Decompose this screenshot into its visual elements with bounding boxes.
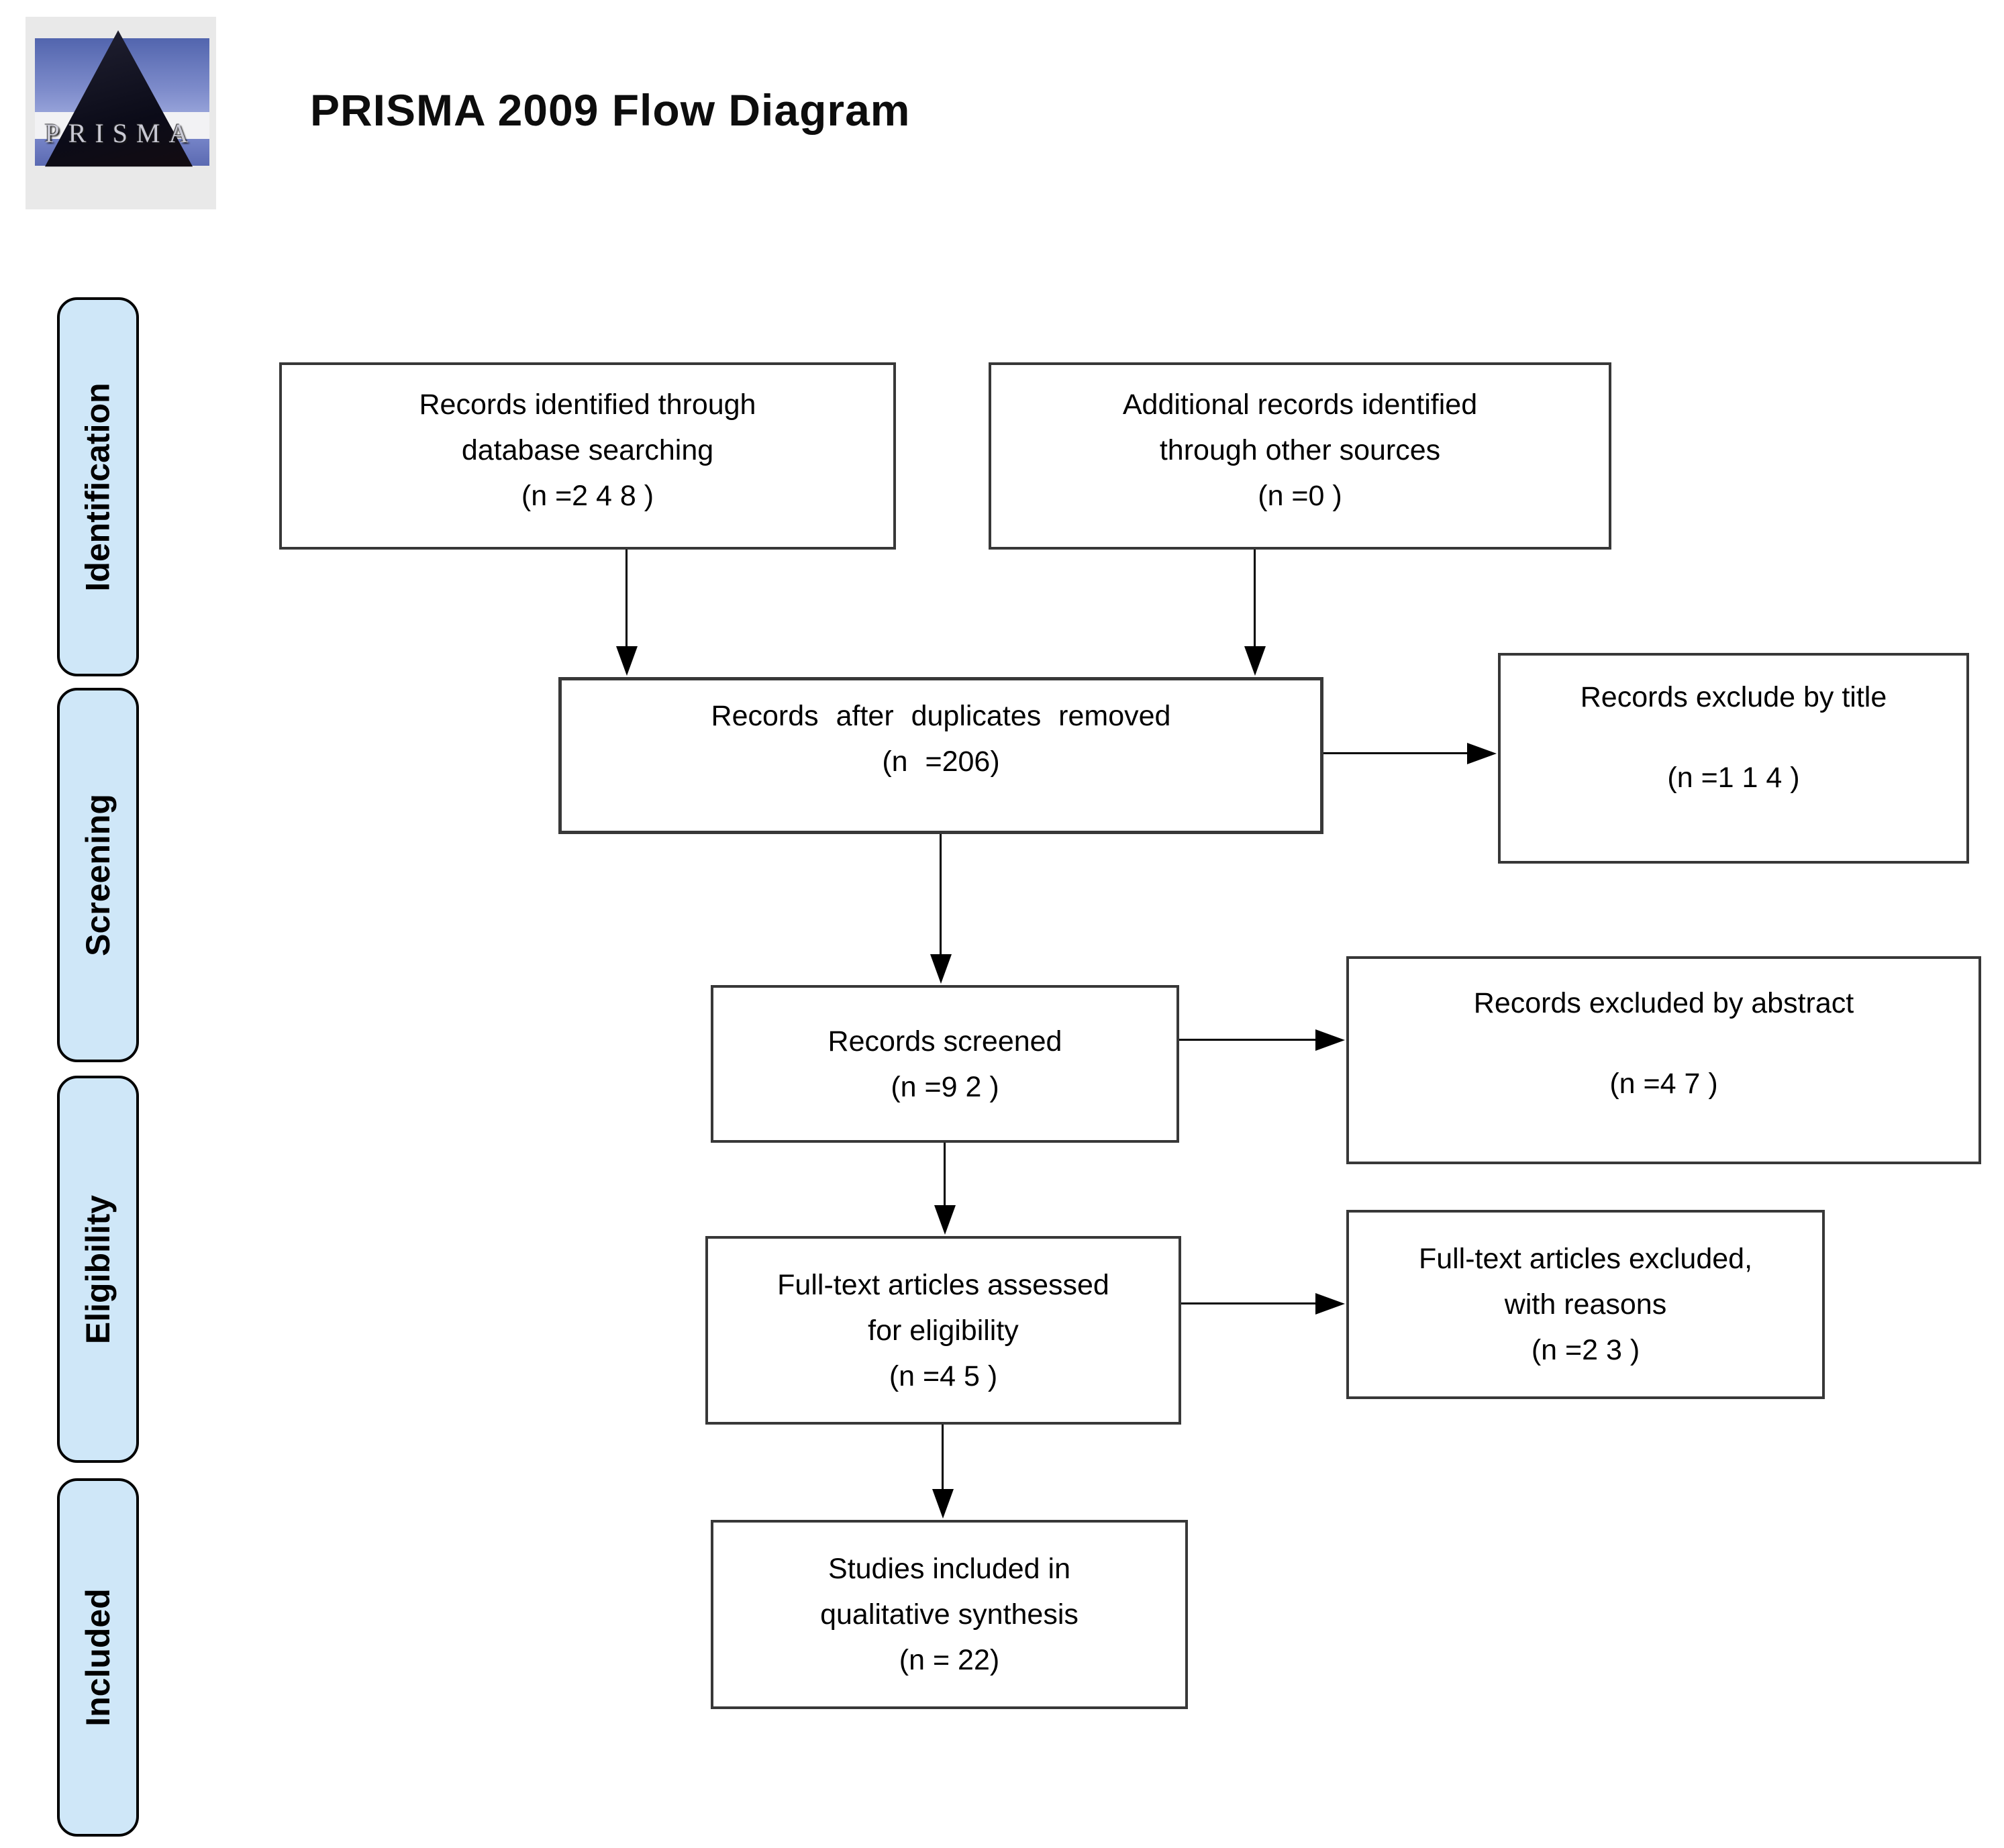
arrow-dedup-to-screened-head xyxy=(930,954,952,984)
box-records-after-duplicates-removed xyxy=(558,677,1323,834)
box-line: Records excluded by abstract xyxy=(1473,987,1854,1019)
box-studies-included-qualitative xyxy=(711,1520,1188,1709)
box-line: through other sources xyxy=(1159,433,1441,466)
box-line: for eligibility xyxy=(868,1314,1019,1347)
stage-label: Identification xyxy=(79,382,117,592)
logo-wordmark: PRISMA xyxy=(44,118,197,148)
arrow-other-to-dedup-head xyxy=(1244,646,1266,676)
box-line: (n =1 1 4 ) xyxy=(1667,762,1800,794)
box-line: Additional records identified xyxy=(1122,388,1478,421)
arrow-screened-to-abstract-excl-head xyxy=(1315,1029,1345,1051)
box-line: (n =206) xyxy=(882,746,1000,778)
stage-screening xyxy=(57,688,139,1062)
box-records-excluded-by-abstract xyxy=(1346,956,1981,1164)
box-additional-records-other-sources xyxy=(989,362,1611,550)
box-line: Records identified through xyxy=(419,388,756,421)
arrow-fulltext-to-ft-excl-line xyxy=(1181,1302,1317,1304)
prisma-logo xyxy=(26,17,216,209)
box-line: Records screened xyxy=(828,1025,1062,1058)
page-title: PRISMA 2009 Flow Diagram xyxy=(310,85,911,135)
box-line: (n =9 2 ) xyxy=(891,1070,999,1103)
arrow-fulltext-to-included-head xyxy=(932,1489,954,1519)
box-records-screened xyxy=(711,985,1179,1143)
box-line: qualitative synthesis xyxy=(820,1598,1079,1631)
arrow-dedup-to-screened-line xyxy=(940,834,942,956)
box-line: database searching xyxy=(461,433,714,466)
stage-eligibility xyxy=(57,1076,139,1463)
arrow-screened-to-fulltext-head xyxy=(934,1205,956,1235)
arrow-db-to-dedup-head xyxy=(616,646,638,676)
box-line: Records after duplicates removed xyxy=(711,700,1171,732)
arrow-screened-to-fulltext-line xyxy=(944,1143,946,1207)
stage-included xyxy=(57,1478,139,1837)
stage-label: Included xyxy=(79,1588,117,1727)
arrow-fulltext-to-included-line xyxy=(942,1425,944,1490)
box-line: (n = 22) xyxy=(899,1644,1000,1676)
box-line: (n =2 3 ) xyxy=(1531,1334,1640,1366)
arrow-screened-to-abstract-excl-line xyxy=(1179,1039,1317,1041)
stage-label: Eligibility xyxy=(79,1194,117,1344)
arrow-db-to-dedup-line xyxy=(625,550,628,648)
box-records-identified-database xyxy=(279,362,896,550)
box-line: Full-text articles excluded, xyxy=(1418,1243,1753,1275)
stage-identification xyxy=(57,297,139,676)
box-line: (n =0 ) xyxy=(1258,479,1342,512)
arrow-fulltext-to-ft-excl-head xyxy=(1315,1293,1345,1315)
box-line: Studies included in xyxy=(828,1553,1070,1585)
box-records-excluded-by-title xyxy=(1498,653,1969,864)
box-line: (n =4 5 ) xyxy=(889,1359,998,1392)
box-line: Records exclude by title xyxy=(1580,681,1887,713)
stage-label: Screening xyxy=(79,794,117,956)
box-fulltext-articles-assessed xyxy=(705,1236,1181,1425)
arrow-other-to-dedup-line xyxy=(1254,550,1256,648)
box-line: (n =2 4 8 ) xyxy=(521,479,654,512)
arrow-dedup-to-title-excl-head xyxy=(1467,743,1497,764)
box-line: (n =4 7 ) xyxy=(1609,1068,1718,1100)
box-fulltext-articles-excluded xyxy=(1346,1210,1825,1399)
box-line: with reasons xyxy=(1504,1288,1667,1321)
arrow-dedup-to-title-excl-line xyxy=(1323,752,1468,754)
box-line: Full-text articles assessed xyxy=(777,1268,1109,1301)
